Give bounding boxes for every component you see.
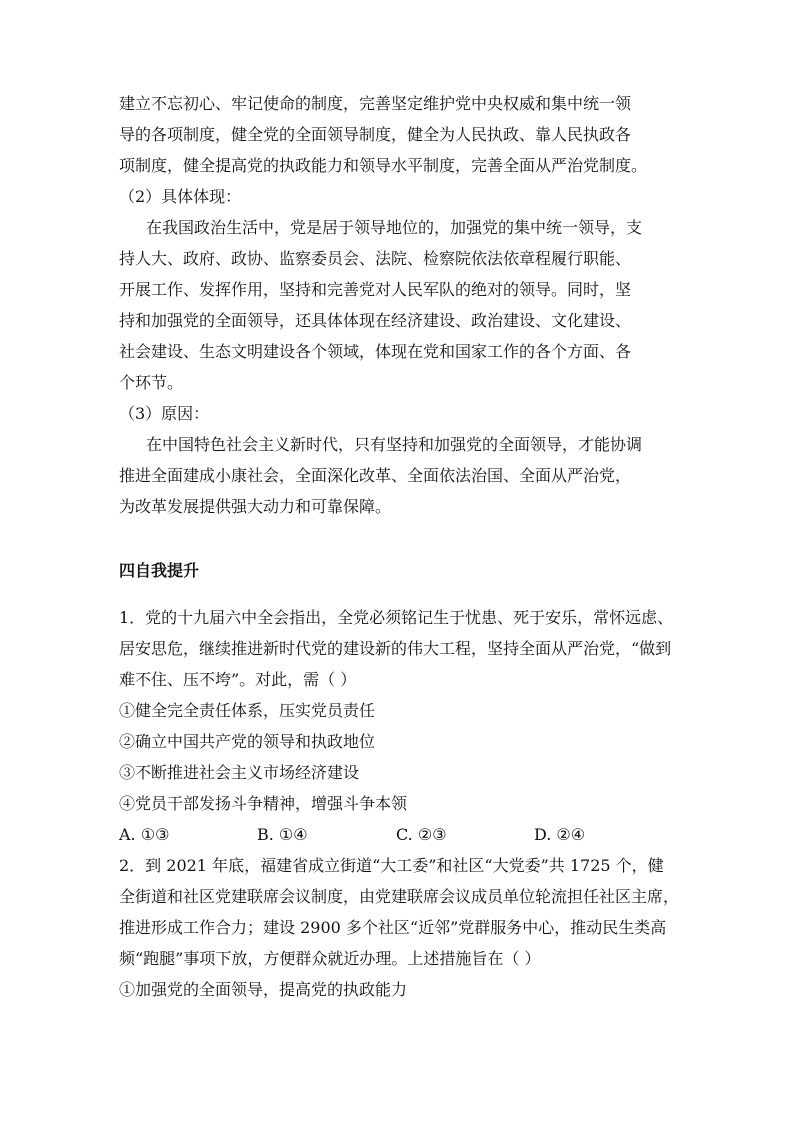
section-line: 持人大、政府、政协、监察委员会、法院、检察院依法依章程履行职能、 [119, 249, 632, 268]
section-line: 个环节。 [119, 373, 184, 392]
section-line: 开展工作、发挥作用，坚持和完善党对人民军队的绝对的领导。同时，坚 [119, 280, 632, 299]
question-line: 难不住、压不垮”。对此，需（ ） [119, 670, 357, 689]
intro-line: 建立不忘初心、牢记使命的制度，完善坚定维护党中央权威和集中统一领 [119, 94, 632, 113]
question-line: 推进形成工作合力；建设 2900 多个社区“近邻”党群服务中心，推动民生类高 [119, 918, 667, 937]
section-line: 推进全面建成小康社会，全面深化改革、全面依法治国、全面从严治党， [119, 466, 632, 485]
question-line: 频“跑腿”事项下放，方便群众就近办理。上述措施旨在（ ） [119, 949, 541, 968]
section-heading: 四自我提升 [119, 561, 200, 580]
question-line: 全街道和社区党建联席会议制度，由党建联席会议成员单位轮流担任社区主席， [119, 887, 680, 906]
section-label: （3）原因： [119, 404, 210, 423]
intro-line: 导的各项制度，健全党的全面领导制度，健全为人民执政、靠人民执政各 [119, 125, 632, 144]
question-item: ①加强党的全面领导，提高党的执政能力 [119, 980, 408, 999]
question-line: 1．党的十九届六中全会指出，全党必须铭记生于忧患、死于安乐，常怀远虑、 [119, 608, 674, 627]
question-item: ②确立中国共产党的领导和执政地位 [119, 732, 376, 751]
answer-option-c: C. ②③ [396, 825, 447, 844]
section-line: 社会建设、生态文明建设各个领域，体现在党和国家工作的各个方面、各 [119, 342, 632, 361]
answer-option-b: B. ①④ [257, 825, 308, 844]
section-label: （2）具体体现： [119, 187, 242, 206]
question-line: 居安思危，继续推进新时代党的建设新的伟大工程，坚持全面从严治党，“做到 [119, 639, 672, 658]
answer-option-d: D. ②④ [534, 825, 586, 844]
question-item: ③不断推进社会主义市场经济建设 [119, 763, 360, 782]
section-line: 持和加强党的全面领导，还具体体现在经济建设、政治建设、文化建设、 [119, 311, 632, 330]
question-item: ①健全完全责任体系，压实党员责任 [119, 701, 376, 720]
section-line: 在中国特色社会主义新时代，只有坚持和加强党的全面领导，才能协调 [146, 435, 643, 454]
answer-option-a: A. ①③ [119, 825, 170, 844]
section-line: 在我国政治生活中，党是居于领导地位的，加强党的集中统一领导，支 [146, 218, 643, 237]
question-item: ④党员干部发扬斗争精神，增强斗争本领 [119, 794, 408, 813]
section-line: 为改革发展提供强大动力和可靠保障。 [119, 497, 392, 516]
question-line: 2．到 2021 年底，福建省成立街道“大工委”和社区“大党委”共 1725 个，健 [119, 856, 664, 875]
intro-line: 项制度，健全提高党的执政能力和领导水平制度，完善全面从严治党制度。 [119, 156, 648, 175]
